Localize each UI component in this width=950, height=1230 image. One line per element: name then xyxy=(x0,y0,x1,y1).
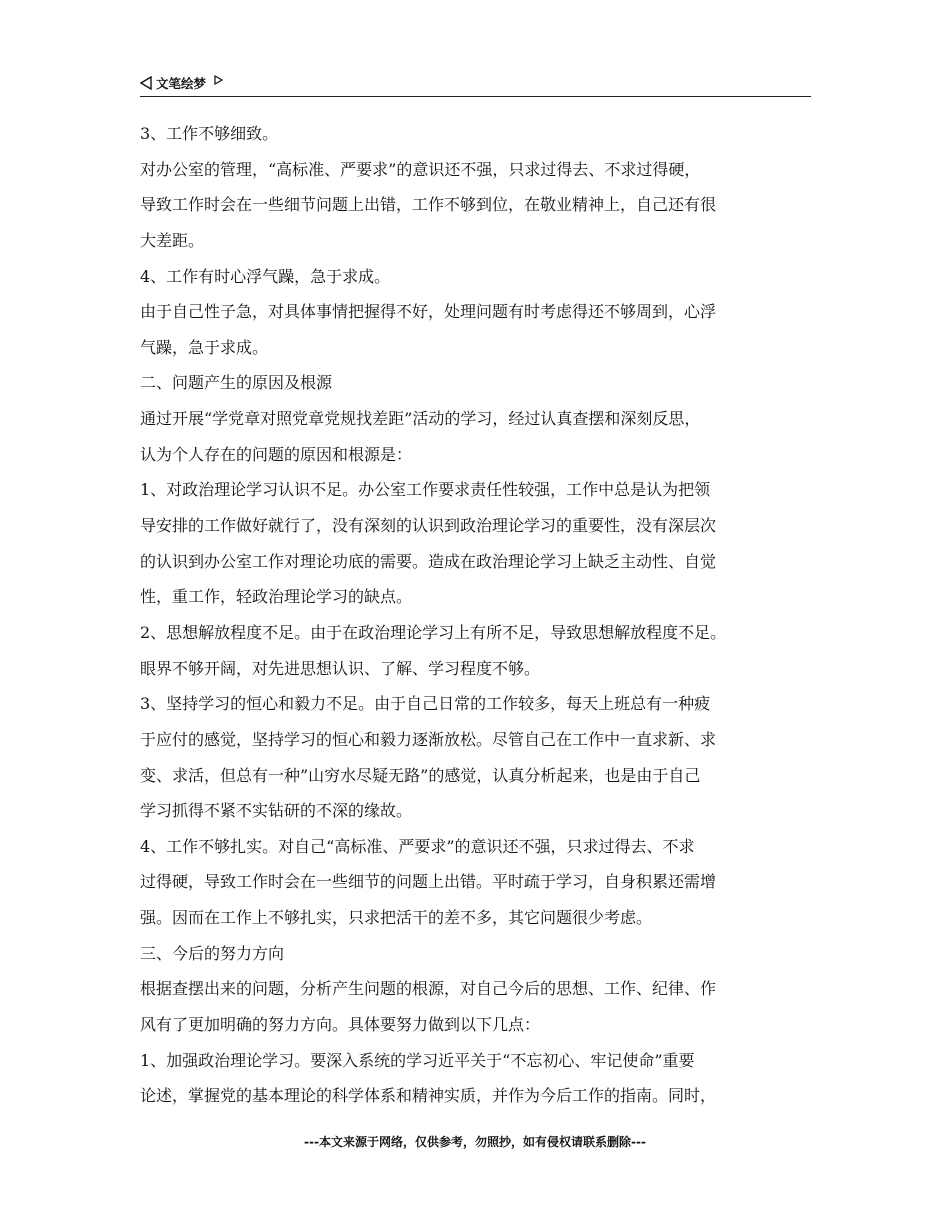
text-line: 大差距。 xyxy=(140,230,205,250)
text-line: 强。因而在工作上不够扎实，只求把活干的差不多，其它问题很少考虑。 xyxy=(140,908,653,928)
text-line: 对办公室的管理，“高标准、严要求”的意识还不强，只求过得去、不求过得硬， xyxy=(140,159,701,179)
page-header xyxy=(140,72,811,97)
triangle-right-icon xyxy=(214,75,223,85)
footer-disclaimer: ---本文来源于网络，仅供参考，勿照抄，如有侵权请联系删除--- xyxy=(304,1135,646,1149)
document-body xyxy=(140,116,812,1114)
text-line: 3、工作不够细致。 xyxy=(140,124,279,143)
brand-text: 文笔绘梦 xyxy=(156,76,207,91)
text-line: 气躁，急于求成。 xyxy=(140,337,269,357)
text-line: 变、求活，但总有一种”山穷水尽疑无路”的感觉，认真分析起来，也是由于自己 xyxy=(140,765,701,785)
text-line: 4、工作有时心浮气躁，急于求成。 xyxy=(140,266,391,286)
text-line: 1、加强政治理论学习。要深入系统的学习近平关于“不忘初心、牢记使命”重要 xyxy=(140,1050,695,1070)
text-line: 性，重工作，轻政治理论学习的缺点。 xyxy=(140,587,413,607)
text-line: 学习抓得不紧不实钻研的不深的缘故。 xyxy=(140,801,413,821)
text-line: 的认识到办公室工作对理论功底的需要。造成在政治理论学习上缺乏主动性、自觉 xyxy=(140,551,717,571)
text-line: 导致工作时会在一些细节问题上出错，工作不够到位，在敬业精神上，自己还有很 xyxy=(140,195,717,215)
text-line: 1、对政治理论学习认识不足。办公室工作要求责任性较强，工作中总是认为把领 xyxy=(140,480,711,500)
text-line: 眼界不够开阔，对先进思想认识、了解、学习程度不够。 xyxy=(140,658,541,678)
section-heading: 二、问题产生的原因及根源 xyxy=(140,373,333,393)
text-line: 风有了更加明确的努力方向。具体要努力做到以下几点： xyxy=(140,1015,541,1035)
text-line: 3、坚持学习的恒心和毅力不足。由于自己日常的工作较多，每天上班总有一种疲 xyxy=(140,694,711,714)
text-line: 论述，掌握党的基本理论的科学体系和精神实质，并作为今后工作的指南。同时， xyxy=(140,1086,717,1106)
brand xyxy=(140,74,223,92)
text-line: 根据查摆出来的问题，分析产生问题的根源，对自己今后的思想、工作、纪律、作 xyxy=(140,979,717,999)
section-heading: 三、今后的努力方向 xyxy=(140,943,285,963)
text-line: 过得硬，导致工作时会在一些细节的问题上出错。平时疏于学习，自身积累还需增 xyxy=(140,872,717,892)
triangle-left-icon xyxy=(140,76,152,90)
text-line: 通过开展“学党章对照党章党规找差距”活动的学习，经过认真查摆和深刻反思， xyxy=(140,409,701,429)
text-line: 于应付的感觉，坚持学习的恒心和毅力逐渐放松。尽管自己在工作中一直求新、求 xyxy=(140,729,717,749)
text-line: 认为个人存在的问题的原因和根源是： xyxy=(140,444,413,464)
text-line: 2、思想解放程度不足。由于在政治理论学习上有所不足，导致思想解放程度不足。 xyxy=(140,622,727,642)
text-line: 导安排的工作做好就行了，没有深刻的认识到政治理论学习的重要性，没有深层次 xyxy=(140,516,717,536)
text-line: 由于自己性子急，对具体事情把握得不好，处理问题有时考虑得还不够周到，心浮 xyxy=(140,302,717,322)
text-line: 4、工作不够扎实。对自己“高标准、严要求”的意识还不强，只求过得去、不求 xyxy=(140,836,695,856)
